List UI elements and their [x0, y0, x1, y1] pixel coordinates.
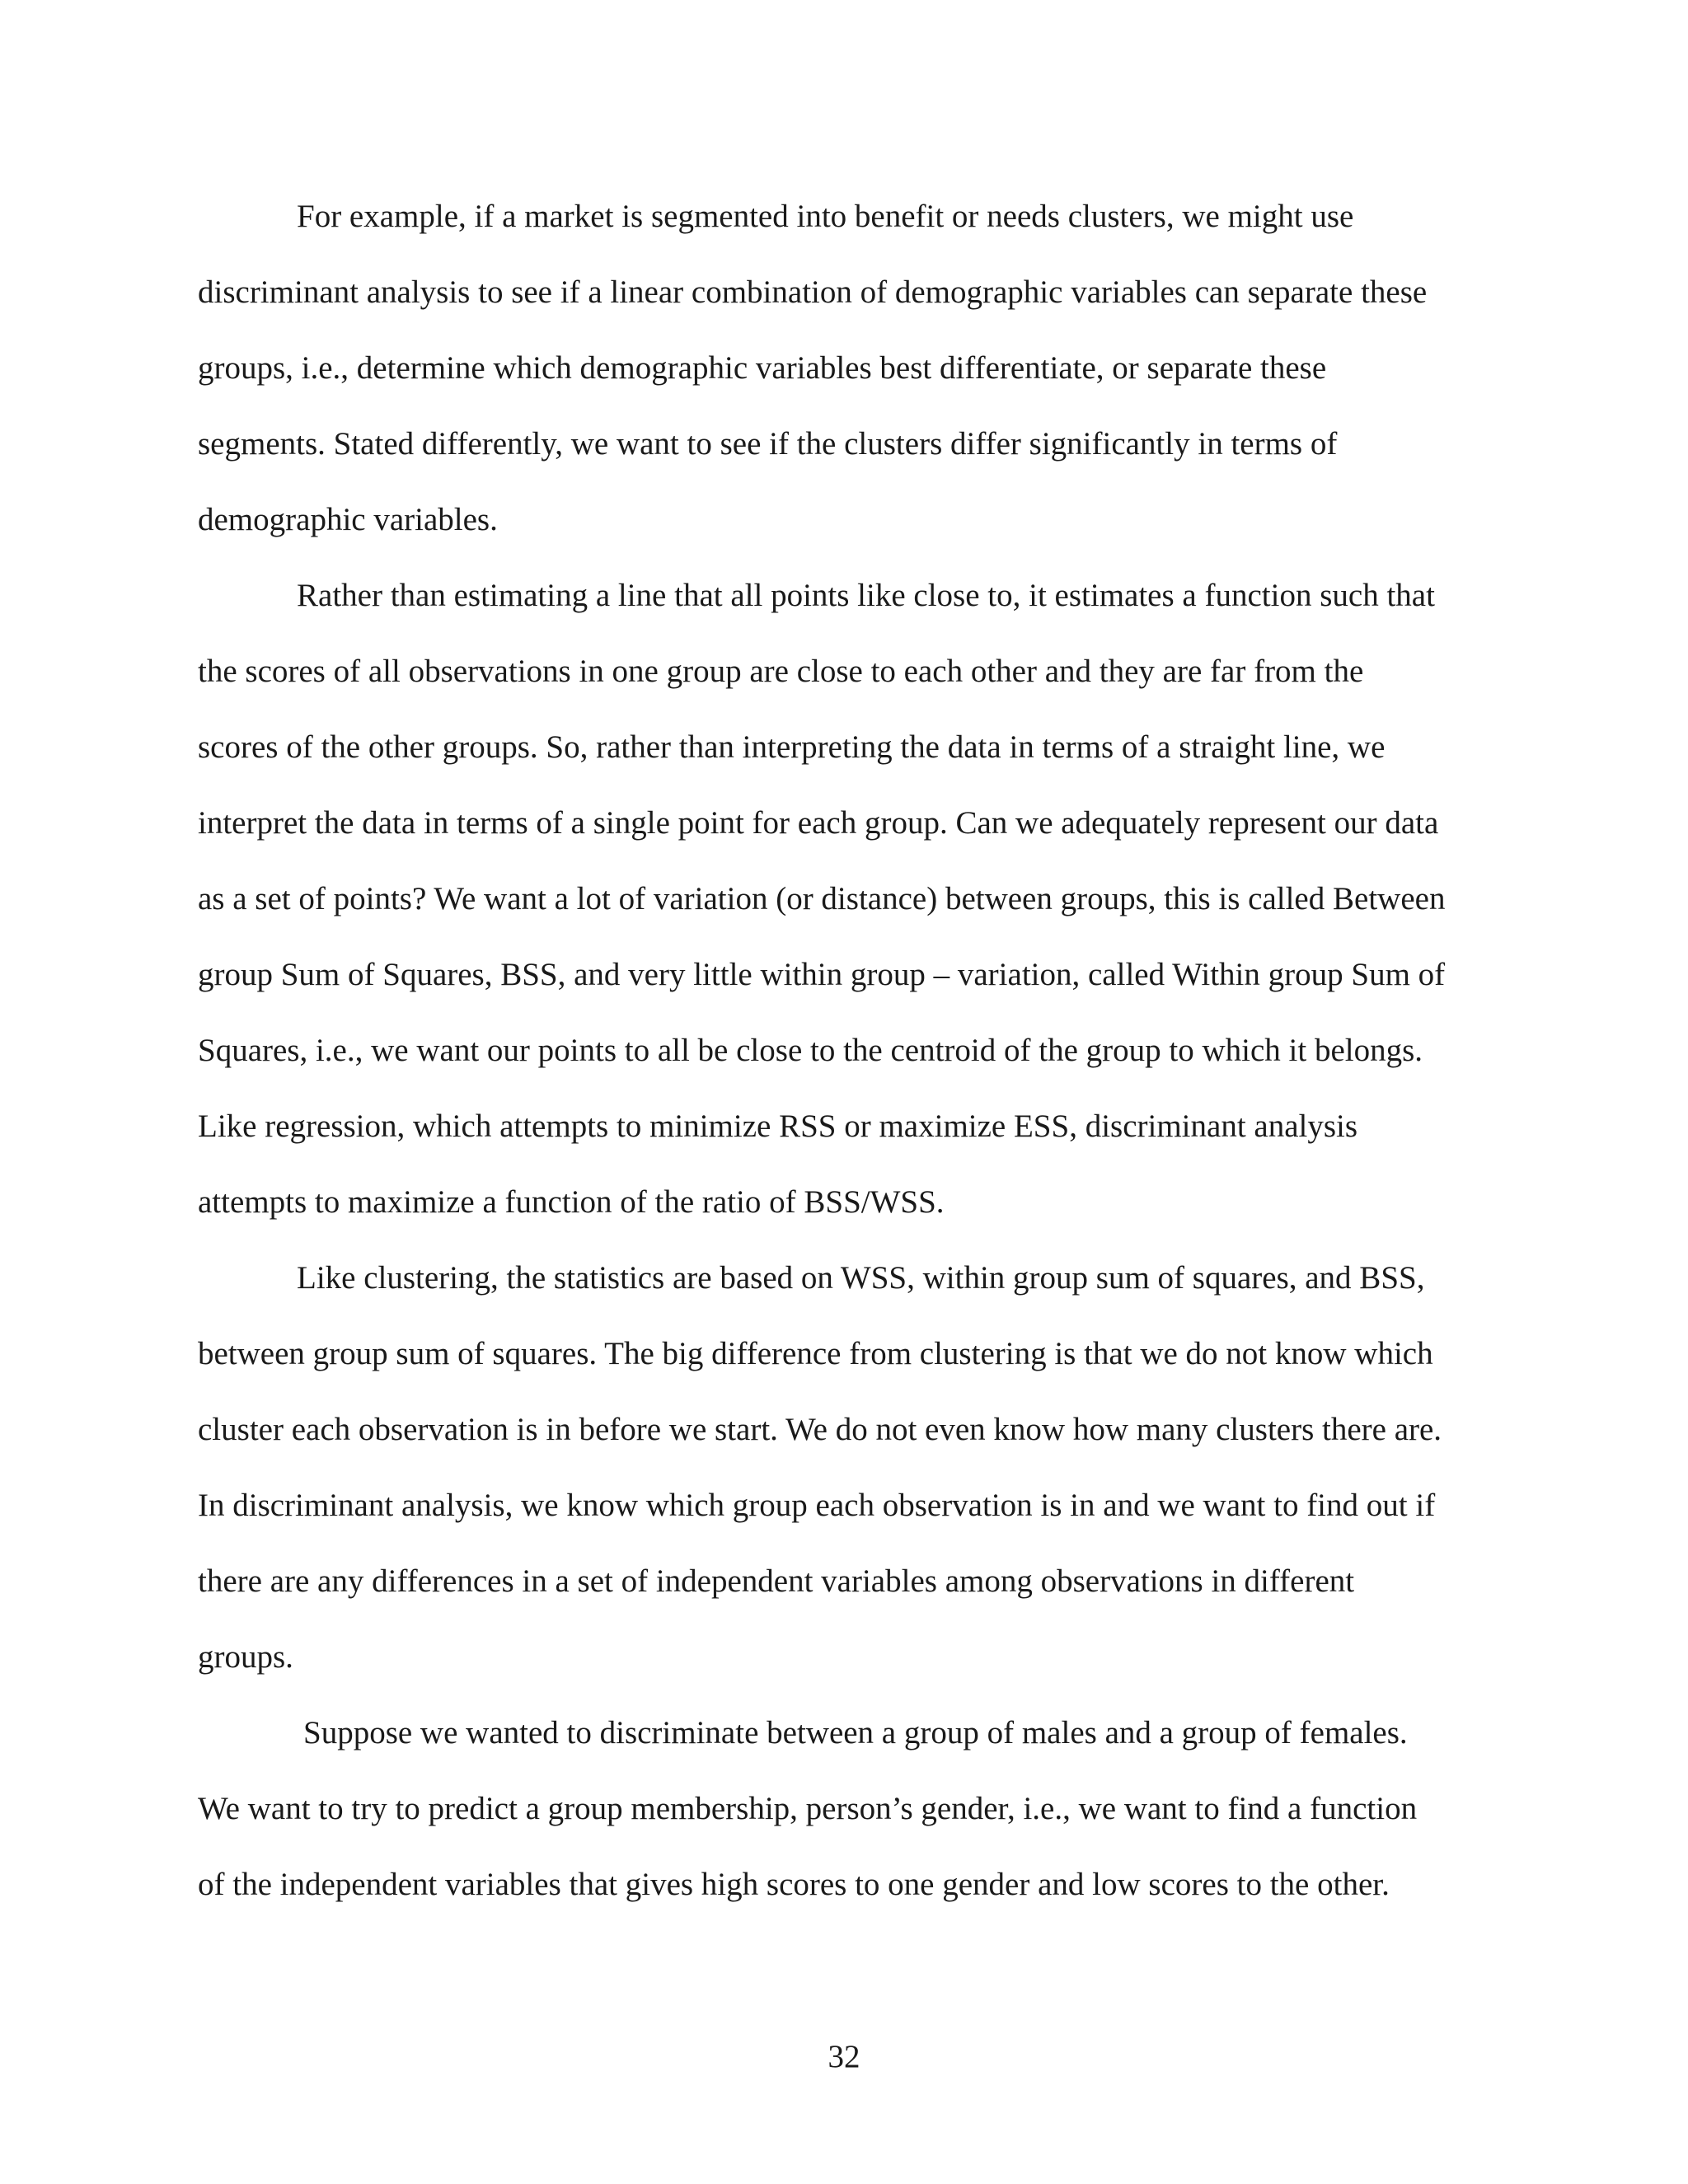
text-line: the scores of all observations in one group are close to each other and they are far from the: [198, 654, 1364, 689]
text-line: In discriminant analysis, we know which group each observation is in and we want to find out if: [198, 1488, 1436, 1523]
text-line: interpret the data in terms of a single point for each group. Can we adequately represent our data: [198, 805, 1439, 841]
text-line: segments. Stated differently, we want to see if the clusters differ significantly in terms of: [198, 426, 1338, 462]
text-line: Like regression, which attempts to minimize RSS or maximize ESS, discriminant analysis: [198, 1108, 1358, 1144]
text-line: Like clustering, the statistics are based on WSS, within group sum of squares, and BSS,: [297, 1260, 1425, 1296]
body-text: [198, 194, 1517, 1938]
text-line: groups, i.e., determine which demographic variables best differentiate, or separate these: [198, 350, 1327, 386]
text-line: group Sum of Squares, BSS, and very little within group – variation, called Within group Sum of: [198, 957, 1446, 992]
text-line: For example, if a market is segmented into benefit or needs clusters, we might use: [297, 199, 1354, 234]
text-line: there are any differences in a set of independent variables among observations in different: [198, 1563, 1355, 1599]
text-line: Squares, i.e., we want our points to all be close to the centroid of the group to which it belongs.: [198, 1033, 1423, 1068]
text-line: We want to try to predict a group membership, person’s gender, i.e., we want to find a function: [198, 1791, 1418, 1826]
text-line: groups.: [198, 1639, 293, 1675]
text-line: demographic variables.: [198, 502, 498, 537]
text-line: scores of the other groups. So, rather than interpreting the data in terms of a straight line, we: [198, 729, 1386, 765]
text-line: Rather than estimating a line that all points like close to, it estimates a function such that: [297, 578, 1435, 613]
text-line: Suppose we wanted to discriminate between a group of males and a group of females.: [303, 1715, 1408, 1750]
text-line: of the independent variables that gives high scores to one gender and low scores to the other.: [198, 1867, 1390, 1902]
text-line: attempts to maximize a function of the ratio of BSS/WSS.: [198, 1184, 945, 1220]
text-line: cluster each observation is in before we start. We do not even know how many clusters there are.: [198, 1412, 1442, 1447]
page-number: 32: [828, 2039, 860, 2074]
text-line: as a set of points? We want a lot of variation (or distance) between groups, this is called Between: [198, 881, 1446, 916]
text-line: between group sum of squares. The big difference from clustering is that we do not know which: [198, 1336, 1433, 1371]
text-line: discriminant analysis to see if a linear combination of demographic variables can separate these: [198, 274, 1428, 310]
